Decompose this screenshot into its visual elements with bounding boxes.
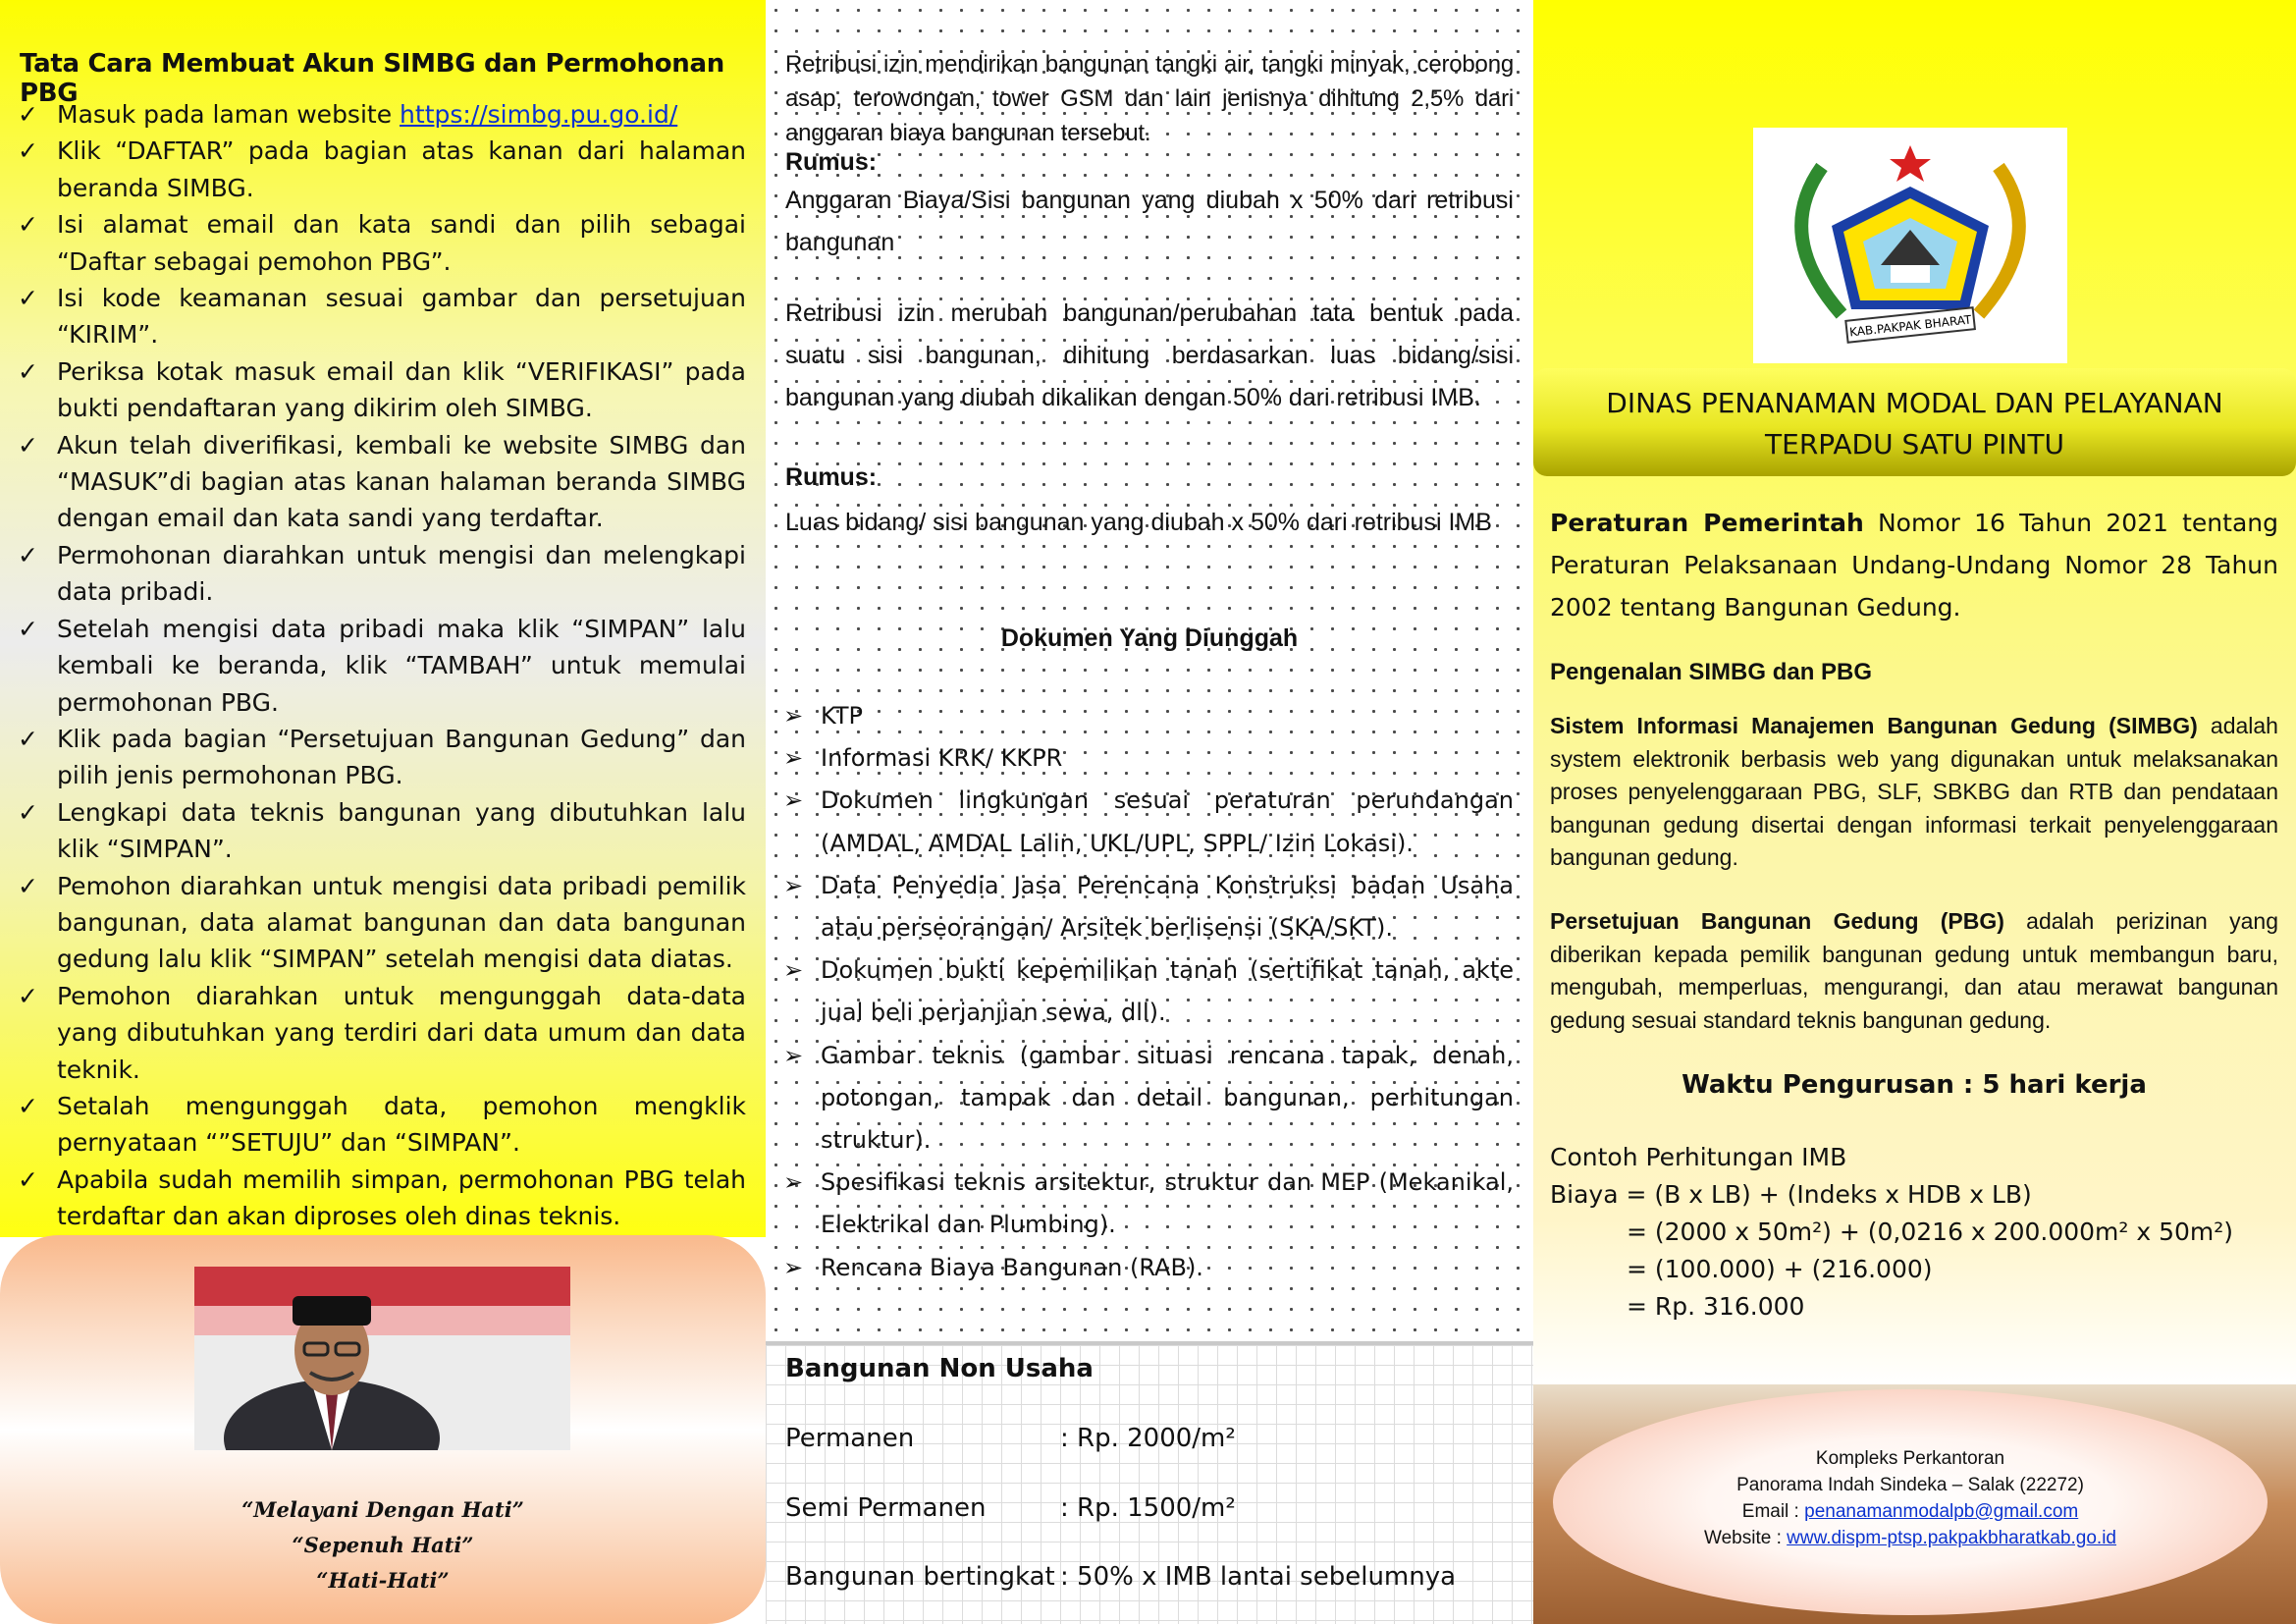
step-item xyxy=(18,96,746,133)
steps-title: Tata Cara Membuat Akun SIMBG dan Permohonan PBG xyxy=(20,49,724,108)
step-item xyxy=(18,978,746,1088)
step-text: Lengkapi data teknis bangunan yang dibutuhkan lalu klik “SIMPAN”. xyxy=(57,797,746,864)
step-text: Setalah mengunggah data, pemohon mengklik pernyataan “”SETUJU” dan “SIMPAN”. xyxy=(57,1091,746,1158)
address-line: Panorama Indah Sindeka – Salak (22272) xyxy=(1736,1475,2084,1495)
check-icon: ✓ xyxy=(18,210,38,240)
rumus-2: Luas bidang/ sisi bangunan yang diubah x 50% dari retribusi IMB xyxy=(785,509,1492,536)
fee-value: : Rp. 2000/m² xyxy=(1060,1424,1236,1453)
document-text: Informasi KRK/ KKPR xyxy=(821,744,1063,773)
motto-block xyxy=(0,1492,766,1598)
steps-list xyxy=(18,96,746,1235)
documents-title: Dokumen Yang Diunggah xyxy=(1000,624,1299,652)
check-icon: ✓ xyxy=(18,724,38,753)
document-text: KTP xyxy=(821,702,864,730)
document-item xyxy=(783,949,1514,1034)
step-text: Akun telah diverifikasi, kembali ke website SIMBG dan “MASUK”di bagian atas kanan halaman beranda SIMBG dengan email dan kata sandi yang terdaftar. xyxy=(57,430,746,533)
documents-list xyxy=(783,695,1514,1289)
check-icon: ✓ xyxy=(18,284,38,313)
website-line xyxy=(1553,1525,2268,1551)
step-text: Permohonan diarahkan untuk mengisi dan melengkapi data pribadi. xyxy=(57,540,746,607)
step-item xyxy=(18,721,746,794)
document-item xyxy=(783,1247,1514,1289)
check-icon: ✓ xyxy=(18,614,38,643)
step-text: Pemohon diarahkan untuk mengisi data pribadi pemilik bangunan, data alamat bangunan dan data bangunan gedung lalu klik “SIMPAN” setelah mengisi data diatas. xyxy=(57,871,746,974)
email-link[interactable]: penanamanmodalpb@gmail.com xyxy=(1804,1501,2079,1522)
right-panel xyxy=(1533,0,2296,1624)
document-item xyxy=(783,865,1514,949)
fee-label: Semi Permanen xyxy=(785,1493,987,1523)
document-item xyxy=(783,1035,1514,1163)
document-text: Dokumen bukti kepemilikan tanah (sertifikat tanah, akte jual beli perjanjian sewa, dll). xyxy=(821,956,1514,1027)
retribusi-perubahan-paragraph: Retribusi izin merubah bangunan/perubahan tata bentuk pada suatu sisi bangunan, dihitung berdasarkan luas bidang/sisi bangunan yang diubah dikalikan dengan 50% dari retribusi IMB. xyxy=(785,299,1514,411)
motto-line: “Melayani Dengan Hati” xyxy=(241,1497,524,1522)
check-icon: ✓ xyxy=(18,356,38,386)
regulation-bold: Peraturan Pemerintah xyxy=(1550,509,1864,537)
fee-label: Bangunan bertingkat xyxy=(785,1562,1055,1592)
arrow-bullet-icon: ➢ xyxy=(783,871,804,899)
step-text: Isi alamat email dan kata sandi dan pilih sebagai “Daftar sebagai pemohon PBG”. xyxy=(57,210,746,276)
email-label: Email : xyxy=(1741,1501,1805,1522)
arrow-bullet-icon: ➢ xyxy=(783,1168,804,1197)
document-text: Data Penyedia Jasa Perencana Konstruksi badan Usaha atau perseorangan/ Arsitek berlisensi (SKA/SKT). xyxy=(821,871,1514,943)
calc-line: = (100.000) + (216.000) xyxy=(1627,1255,1933,1283)
step-text: Klik pada bagian “Persetujuan Bangunan Gedung” dan pilih jenis permohonan PBG. xyxy=(57,724,746,790)
processing-time: Waktu Pengurusan : 5 hari kerja xyxy=(1682,1070,2147,1100)
step-item xyxy=(18,206,746,280)
arrow-bullet-icon: ➢ xyxy=(783,1041,804,1069)
arrow-bullet-icon: ➢ xyxy=(783,956,804,985)
fees-title: Bangunan Non Usaha xyxy=(785,1354,1094,1383)
check-icon: ✓ xyxy=(18,871,38,900)
arrow-bullet-icon: ➢ xyxy=(783,1253,804,1281)
agency-name-line: TERPADU SATU PINTU xyxy=(1765,428,2064,460)
step-item xyxy=(18,611,746,721)
document-text: Spesifikasi teknis arsitektur, struktur dan MEP (Mekanikal, Elektrikal dan Plumbing). xyxy=(821,1168,1514,1239)
check-icon: ✓ xyxy=(18,430,38,460)
arrow-bullet-icon: ➢ xyxy=(783,744,804,773)
step-item xyxy=(18,1088,746,1162)
simbg-term: Sistem Informasi Manajemen Bangunan Gedung (SIMBG) xyxy=(1550,713,2198,738)
step-item xyxy=(18,427,746,537)
check-icon: ✓ xyxy=(18,100,38,129)
calc-line: = Rp. 316.000 xyxy=(1627,1292,1805,1321)
check-icon: ✓ xyxy=(18,981,38,1010)
address-line: Kompleks Perkantoran xyxy=(1815,1448,2005,1469)
step-text: Pemohon diarahkan untuk mengunggah data-data yang dibutuhkan yang terdiri dari data umum dan data teknik. xyxy=(57,981,746,1084)
check-icon: ✓ xyxy=(18,1164,38,1194)
pbg-term: Persetujuan Bangunan Gedung (PBG) xyxy=(1550,908,2004,934)
official-portrait-photo xyxy=(194,1267,570,1450)
retribusi-tangki-paragraph: Retribusi izin mendirikan bangunan tangki air, tangki minyak, cerobong asap, terowongan, tower GSM dan lain jenisnya dihitung 2,5% dari anggaran biaya bangunan tersebut. xyxy=(785,51,1514,146)
check-icon: ✓ xyxy=(18,1091,38,1120)
left-panel xyxy=(0,0,766,1624)
step-item xyxy=(18,353,746,427)
website-label: Website : xyxy=(1704,1528,1788,1548)
motto-line: “Sepenuh Hati” xyxy=(292,1533,474,1557)
regulation-paragraph xyxy=(1550,502,2278,628)
website-link[interactable]: www.dispm-ptsp.pakpakbharatkab.go.id xyxy=(1787,1528,2116,1548)
document-item xyxy=(783,695,1514,737)
agency-name-line: DINAS PENANAMAN MODAL DAN PELAYANAN xyxy=(1606,387,2223,419)
step-item xyxy=(18,133,746,206)
simbg-paragraph xyxy=(1550,710,2278,875)
step-text: Periksa kotak masuk email dan klik “VERIFIKASI” pada bukti pendaftaran yang dikirim oleh SIMBG. xyxy=(57,356,746,423)
step-text: Apabila sudah memilih simpan, permohonan PBG telah terdaftar dan akan diproses oleh dinas teknis. xyxy=(57,1164,746,1231)
step-text: Isi kode keamanan sesuai gambar dan persetujuan “KIRIM”. xyxy=(57,284,746,350)
check-icon: ✓ xyxy=(18,540,38,569)
motto-line: “Hati-Hati” xyxy=(316,1568,450,1593)
pbg-definition: adalah perizinan yang diberikan kepada pemilik bangunan gedung untuk membangun baru, mengubah, memperluas, mengurangi, dan atau merawat bangunan gedung sesuai standard teknis bangunan gedung. xyxy=(1550,908,2278,1033)
simbg-link[interactable]: https://simbg.pu.go.id/ xyxy=(400,100,678,129)
step-text: Klik “DAFTAR” pada bagian atas kanan dari halaman beranda SIMBG. xyxy=(57,136,746,202)
step-text: Masuk pada laman website xyxy=(57,100,400,129)
step-item xyxy=(18,1162,746,1235)
document-text: Dokumen lingkungan sesuai peraturan perundangan (AMDAL, AMDAL Lalin, UKL/UPL, SPPL/ Izin Lokasi). xyxy=(821,786,1514,857)
calc-title: Contoh Perhitungan IMB xyxy=(1550,1143,1847,1171)
email-line xyxy=(1553,1498,2268,1525)
middle-panel xyxy=(766,0,1533,1624)
logo-caption: KAB.PAKPAK BHARAT xyxy=(1848,312,1972,340)
rumus-label: Rumus: xyxy=(785,148,878,176)
imb-calculation xyxy=(1550,1139,2278,1326)
intro-title: Pengenalan SIMBG dan PBG xyxy=(1550,659,1873,685)
rumus-label: Rumus: xyxy=(785,463,878,491)
arrow-bullet-icon: ➢ xyxy=(783,786,804,815)
agency-banner xyxy=(1533,368,2296,476)
check-icon: ✓ xyxy=(18,797,38,827)
regulation-text: Nomor 16 Tahun 2021 tentang Peraturan Pelaksanaan Undang-Undang Nomor 28 Tahun 2002 tentang Bangunan Gedung. xyxy=(1550,509,2278,622)
fee-value: : 50% x IMB lantai sebelumnya xyxy=(1060,1562,1457,1592)
calc-line: = (2000 x 50m²) + (0,0216 x 200.000m² x 50m²) xyxy=(1627,1218,2234,1246)
step-text: Setelah mengisi data pribadi maka klik “SIMPAN” lalu kembali ke beranda, klik “TAMBAH” untuk memulai permohonan PBG. xyxy=(57,614,746,717)
regency-emblem-logo xyxy=(1753,128,2067,363)
document-text: Rencana Biaya Bangunan (RAB). xyxy=(821,1253,1203,1281)
portrait-illustration xyxy=(194,1267,570,1450)
pbg-paragraph xyxy=(1550,905,2278,1037)
fee-label: Permanen xyxy=(785,1424,915,1453)
step-item xyxy=(18,794,746,868)
step-item xyxy=(18,868,746,978)
document-item xyxy=(783,1162,1514,1246)
contact-oval xyxy=(1553,1389,2268,1615)
calc-line: Biaya = (B x LB) + (Indeks x HDB x LB) xyxy=(1550,1180,2032,1209)
document-item xyxy=(783,780,1514,864)
step-item xyxy=(18,280,746,353)
step-item xyxy=(18,537,746,611)
simbg-definition: adalah system elektronik berbasis web yang digunakan untuk melaksanakan proses penyelenggaraan PBG, SLF, SBKBG dan RTB dan pendataan bangunan gedung disertai dengan informasi terkait penyelenggaraan bangunan gedung. xyxy=(1550,713,2278,870)
arrow-bullet-icon: ➢ xyxy=(783,702,804,730)
check-icon: ✓ xyxy=(18,136,38,166)
emblem-illustration xyxy=(1753,128,2067,363)
rumus-1: Anggaran Biaya/Sisi bangunan yang diubah x 50% dari retribusi bangunan xyxy=(785,187,1514,256)
document-item xyxy=(783,737,1514,780)
document-text: Gambar teknis (gambar situasi rencana tapak, denah, potongan, tampak dan detail bangunan, perhitungan struktur). xyxy=(821,1041,1514,1155)
fee-value: : Rp. 1500/m² xyxy=(1060,1493,1236,1523)
